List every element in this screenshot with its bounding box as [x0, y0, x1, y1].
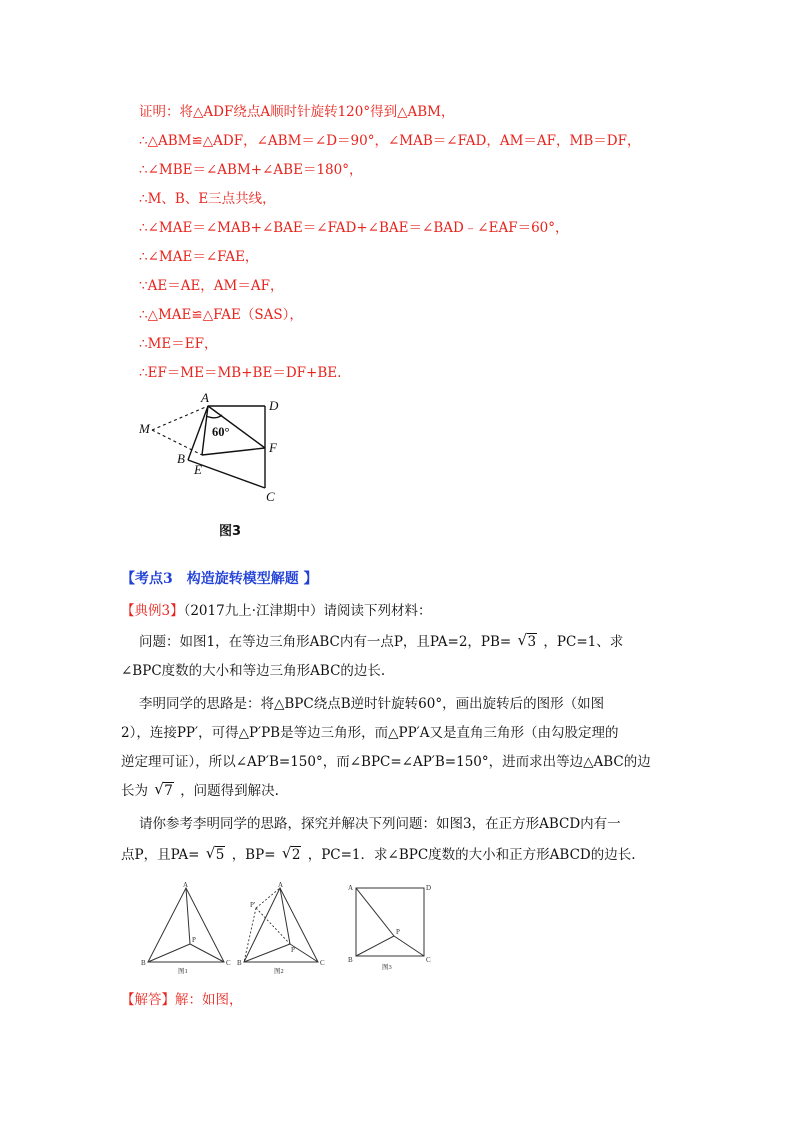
- fig3s-caption: 图3: [382, 964, 392, 971]
- fig2-label-c: C: [320, 959, 325, 967]
- fig1-label-a: A: [183, 881, 189, 889]
- fig3s-label-a: A: [348, 884, 354, 892]
- proof-line-7: ∵AE＝AE，AM＝AF，: [139, 278, 284, 294]
- fig1-label-c: C: [226, 959, 231, 967]
- answer-tag: 【解答】: [121, 992, 175, 1008]
- answer-text: 解：如图，: [175, 992, 243, 1008]
- fig3-label-b: B: [177, 451, 185, 466]
- idea-line-3: 逆定理可证），所以∠AP′B=150°，而∠BPC=∠AP′B=150°，进而求出等边△ABC的边: [121, 754, 651, 770]
- problem-text-a: 问题：如图1，在等边三角形ABC内有一点P，且PA=2，PB=: [139, 634, 512, 650]
- small-figure-3: [342, 880, 442, 975]
- proof-line-8: ∴△MAE≌△FAE（SAS），: [139, 307, 303, 323]
- fig3s-label-b: B: [348, 956, 353, 964]
- idea-line-4: [121, 782, 279, 800]
- fig2-label-a: A: [278, 881, 284, 889]
- fig3-label-c: C: [266, 489, 275, 504]
- idea-text-b: ，问题得到解决.: [180, 783, 279, 799]
- section-title: 【考点3 构造旋转模型解题 】: [121, 571, 318, 587]
- idea-line-1: 李明同学的思路是：将△BPC绕点B逆时针旋转60°，画出旋转后的图形（如图: [139, 696, 605, 712]
- fig2-label-p-prime: P′: [250, 901, 256, 909]
- fig3-caption: 图3: [219, 524, 242, 539]
- fig3-label-m: M: [139, 421, 150, 436]
- proof-line-5: ∴∠MAE＝∠MAB+∠BAE＝∠FAD+∠BAE＝∠BAD﹣∠EAF＝60°，: [139, 220, 569, 236]
- task-text-c: ，PC=1．求∠BPC度数的大小和正方形ABCD的边长.: [307, 847, 636, 863]
- idea-line-2: 2），连接PP′，可得△P′PB是等边三角形，而△PP′A又是直角三角形（由勾股定理的: [121, 725, 619, 741]
- sqrt-2-value: 2: [291, 847, 301, 863]
- task-text-b: ，BP=: [231, 847, 276, 863]
- sqrt-7: √ 7: [154, 780, 173, 799]
- proof-figure-3: [130, 388, 300, 508]
- sqrt-5-value: 5: [215, 847, 225, 863]
- example-source: （2017九上·江津期中）请阅读下列材料：: [183, 603, 432, 619]
- problem-text-b: ，PC=1、求: [543, 634, 624, 650]
- fig1-label-b: B: [141, 959, 146, 967]
- fig3-label-f: F: [269, 440, 277, 455]
- sqrt-7-value: 7: [164, 783, 173, 799]
- small-figure-1: [132, 880, 232, 975]
- fig3s-label-p: P: [396, 928, 400, 936]
- fig3-label-a: A: [201, 390, 209, 405]
- proof-line-6: ∴∠MAE＝∠FAE，: [139, 249, 259, 265]
- task-text-a: 点P，且PA=: [121, 847, 200, 863]
- fig1-label-p: P: [192, 936, 196, 944]
- fig2-label-b: B: [237, 959, 242, 967]
- proof-line-10: ∴EF＝ME＝MB+BE＝DF+BE.: [139, 365, 342, 381]
- example-header: [121, 602, 432, 620]
- sqrt-3: √ 3: [517, 631, 537, 650]
- fig1-caption: 图1: [178, 968, 188, 975]
- fig2-caption: 图2: [274, 968, 284, 975]
- task-line-1: 请你参考李明同学的思路，探究并解决下列问题：如图3，在正方形ABCD内有一: [139, 816, 621, 832]
- sqrt-5: √ 5: [205, 844, 225, 863]
- idea-text-a: 长为: [121, 783, 148, 799]
- fig3s-label-d: D: [426, 884, 432, 892]
- proof-line-4: ∴M、B、E三点共线，: [139, 191, 276, 207]
- proof-line-9: ∴ME＝EF，: [139, 336, 218, 352]
- sqrt-3-value: 3: [527, 634, 537, 650]
- small-figure-2: [234, 880, 334, 975]
- proof-line-3: ∴∠MBE＝∠ABM+∠ABE＝180°，: [139, 162, 363, 178]
- proof-line-1: 证明：将△ADF绕点A顺时针旋转120°得到△ABM，: [139, 104, 455, 120]
- sqrt-2: √ 2: [281, 844, 301, 863]
- fig3-angle-label: 60°: [212, 425, 230, 439]
- fig3s-label-c: C: [426, 956, 431, 964]
- fig3-label-e: E: [194, 462, 202, 477]
- problem-line-2: ∠BPC度数的大小和等边三角形ABC的边长.: [121, 663, 386, 679]
- proof-line-2: ∴△ABM≌△ADF，∠ABM＝∠D＝90°，∠MAB＝∠FAD，AM＝AF，MB＝DF，: [139, 133, 641, 149]
- task-line-2: [121, 846, 636, 864]
- fig2-label-p: P: [291, 946, 295, 954]
- example-tag: 【典例3】: [121, 603, 184, 619]
- answer-line: [121, 991, 243, 1009]
- problem-line-1: [139, 633, 623, 651]
- fig3-label-d: D: [269, 398, 279, 413]
